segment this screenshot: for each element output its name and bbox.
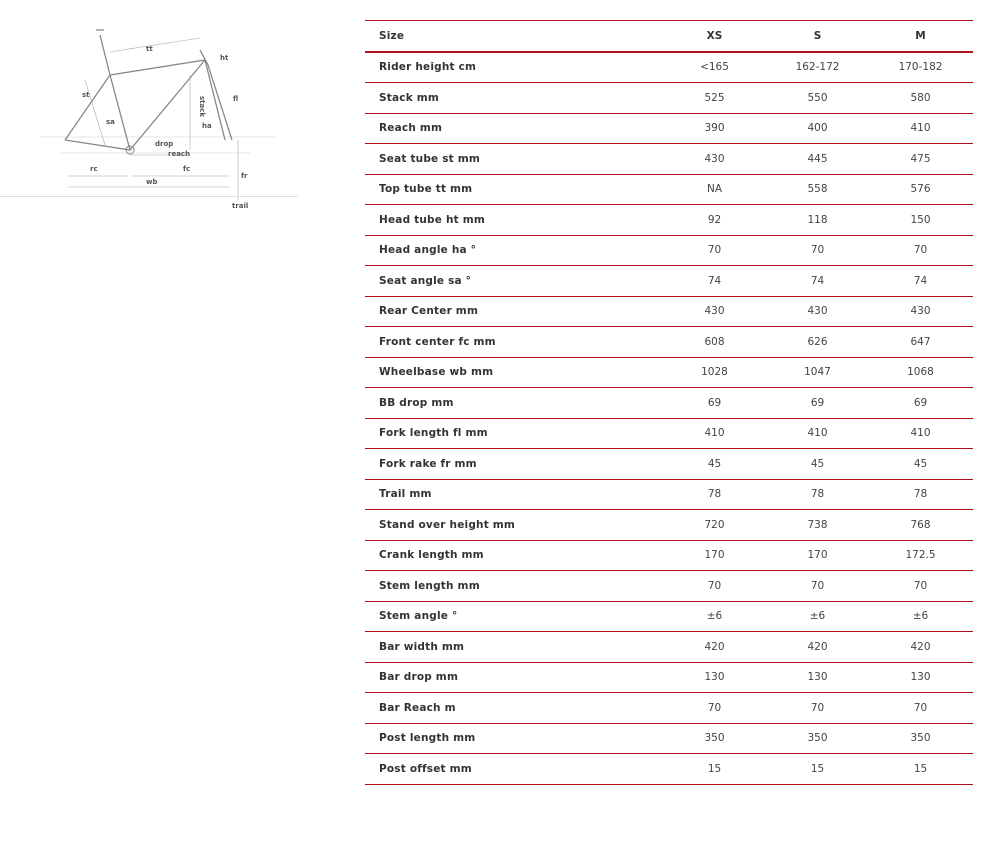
row-value: 78 <box>913 488 928 501</box>
row-label: Seat tube st mm <box>379 152 481 165</box>
row-value: 350 <box>704 732 725 745</box>
geometry-table <box>365 20 973 785</box>
row-value: 390 <box>704 122 725 135</box>
table-row <box>365 632 973 663</box>
row-value: 74 <box>810 274 825 287</box>
row-value: 172.5 <box>905 549 936 562</box>
table-row <box>365 297 973 328</box>
table-row <box>365 205 973 236</box>
row-value: 626 <box>807 335 828 348</box>
row-value: 150 <box>910 213 931 226</box>
row-value: 70 <box>810 579 825 592</box>
row-value: 475 <box>910 152 931 165</box>
diagram-divider <box>0 196 298 197</box>
row-value: 410 <box>807 427 828 440</box>
row-label: Stem angle ° <box>379 610 458 623</box>
row-value: 430 <box>704 305 725 318</box>
table-row <box>365 693 973 724</box>
row-value: 78 <box>707 488 722 501</box>
table-row <box>365 510 973 541</box>
row-label: Rear Center mm <box>379 305 479 318</box>
row-value: 74 <box>707 274 722 287</box>
label-drop: drop <box>155 140 174 148</box>
bike-frame-sketch <box>0 0 300 215</box>
row-value: 15 <box>913 762 928 775</box>
row-value: 720 <box>704 518 725 531</box>
row-value: 70 <box>810 701 825 714</box>
row-value: 350 <box>807 732 828 745</box>
table-row <box>365 449 973 480</box>
row-value: 1028 <box>701 366 728 379</box>
row-label: Fork length fl mm <box>379 427 488 440</box>
row-label: Stem length mm <box>379 579 480 592</box>
label-trail: trail <box>232 202 249 210</box>
table-row <box>365 175 973 206</box>
table-row <box>365 602 973 633</box>
row-label: Head tube ht mm <box>379 213 485 226</box>
row-value: 647 <box>910 335 931 348</box>
label-reach: reach <box>168 150 191 158</box>
table-row <box>365 388 973 419</box>
row-label: Stack mm <box>379 91 440 104</box>
row-value: 118 <box>807 213 828 226</box>
row-value: 70 <box>707 579 722 592</box>
row-label: Wheelbase wb mm <box>379 366 494 379</box>
row-value: 1068 <box>907 366 934 379</box>
header-m: M <box>915 29 926 42</box>
table-row <box>365 52 973 84</box>
row-value: 1047 <box>804 366 831 379</box>
row-label: Front center fc mm <box>379 335 496 348</box>
row-value: 45 <box>913 457 928 470</box>
row-label: Post offset mm <box>379 762 472 775</box>
table-row <box>365 327 973 358</box>
table-row <box>365 571 973 602</box>
row-value: 525 <box>704 91 725 104</box>
label-wb: wb <box>146 178 158 186</box>
table-row <box>365 144 973 175</box>
row-value: 170 <box>704 549 725 562</box>
row-value: 70 <box>707 244 722 257</box>
row-label: Reach mm <box>379 122 443 135</box>
table-row <box>365 754 973 785</box>
label-stack: stack <box>198 96 206 118</box>
row-value: 430 <box>807 305 828 318</box>
row-value: 69 <box>707 396 722 409</box>
row-value: 45 <box>707 457 722 470</box>
header-size: Size <box>379 29 405 42</box>
row-value: 550 <box>807 91 828 104</box>
frame-geometry-diagram <box>0 0 300 215</box>
row-value: <165 <box>700 61 729 74</box>
table-row <box>365 266 973 297</box>
row-label: Crank length mm <box>379 549 484 562</box>
row-value: 130 <box>807 671 828 684</box>
row-value: 420 <box>807 640 828 653</box>
row-label: Rider height cm <box>379 61 477 74</box>
row-value: 170-182 <box>898 61 943 74</box>
row-label: Post length mm <box>379 732 476 745</box>
row-value: 69 <box>913 396 928 409</box>
row-value: 420 <box>704 640 725 653</box>
row-value: 400 <box>807 122 828 135</box>
row-value: 130 <box>704 671 725 684</box>
row-label: Bar width mm <box>379 640 465 653</box>
row-value: ±6 <box>912 610 929 623</box>
row-value: ±6 <box>706 610 723 623</box>
row-label: Trail mm <box>379 488 432 501</box>
row-value: 410 <box>910 122 931 135</box>
row-value: 430 <box>704 152 725 165</box>
row-value: 608 <box>704 335 725 348</box>
table-row <box>365 663 973 694</box>
label-fc: fc <box>183 165 191 173</box>
row-value: 130 <box>910 671 931 684</box>
table-row <box>365 419 973 450</box>
row-label: Bar drop mm <box>379 671 459 684</box>
row-value: 70 <box>913 244 928 257</box>
row-value: 70 <box>810 244 825 257</box>
table-header-row <box>365 20 973 52</box>
label-rc: rc <box>90 165 98 173</box>
row-label: Top tube tt mm <box>379 183 473 196</box>
row-value: ±6 <box>809 610 826 623</box>
row-value: 410 <box>704 427 725 440</box>
row-value: 558 <box>807 183 828 196</box>
row-value: 445 <box>807 152 828 165</box>
table-row <box>365 114 973 145</box>
row-value: 350 <box>910 732 931 745</box>
label-fl: fl <box>233 95 239 103</box>
label-sa: sa <box>106 118 115 126</box>
row-value: 162-172 <box>795 61 840 74</box>
row-value: 45 <box>810 457 825 470</box>
label-ha: ha <box>202 122 212 130</box>
row-value: 70 <box>707 701 722 714</box>
row-value: 430 <box>910 305 931 318</box>
table-row <box>365 83 973 114</box>
row-value: 15 <box>810 762 825 775</box>
row-value: 580 <box>910 91 931 104</box>
label-fr: fr <box>241 172 248 180</box>
row-label: Bar Reach m <box>379 701 456 714</box>
row-label: Head angle ha ° <box>379 244 477 257</box>
row-value: NA <box>706 183 723 196</box>
label-st: st <box>82 91 90 99</box>
table-row <box>365 236 973 267</box>
row-value: 738 <box>807 518 828 531</box>
row-label: Fork rake fr mm <box>379 457 477 470</box>
row-value: 576 <box>910 183 931 196</box>
table-row <box>365 358 973 389</box>
row-value: 70 <box>913 579 928 592</box>
table-row <box>365 724 973 755</box>
row-value: 74 <box>913 274 928 287</box>
label-ht: ht <box>220 54 229 62</box>
header-xs: XS <box>706 29 723 42</box>
label-tt: tt <box>146 45 153 53</box>
row-value: 69 <box>810 396 825 409</box>
row-label: BB drop mm <box>379 396 454 409</box>
row-value: 768 <box>910 518 931 531</box>
table-row <box>365 541 973 572</box>
row-value: 420 <box>910 640 931 653</box>
row-value: 410 <box>910 427 931 440</box>
table-row <box>365 480 973 511</box>
row-value: 70 <box>913 701 928 714</box>
row-label: Seat angle sa ° <box>379 274 472 287</box>
row-value: 15 <box>707 762 722 775</box>
row-value: 92 <box>707 213 722 226</box>
row-value: 170 <box>807 549 828 562</box>
row-label: Stand over height mm <box>379 518 516 531</box>
row-value: 78 <box>810 488 825 501</box>
header-s: S <box>813 29 822 42</box>
